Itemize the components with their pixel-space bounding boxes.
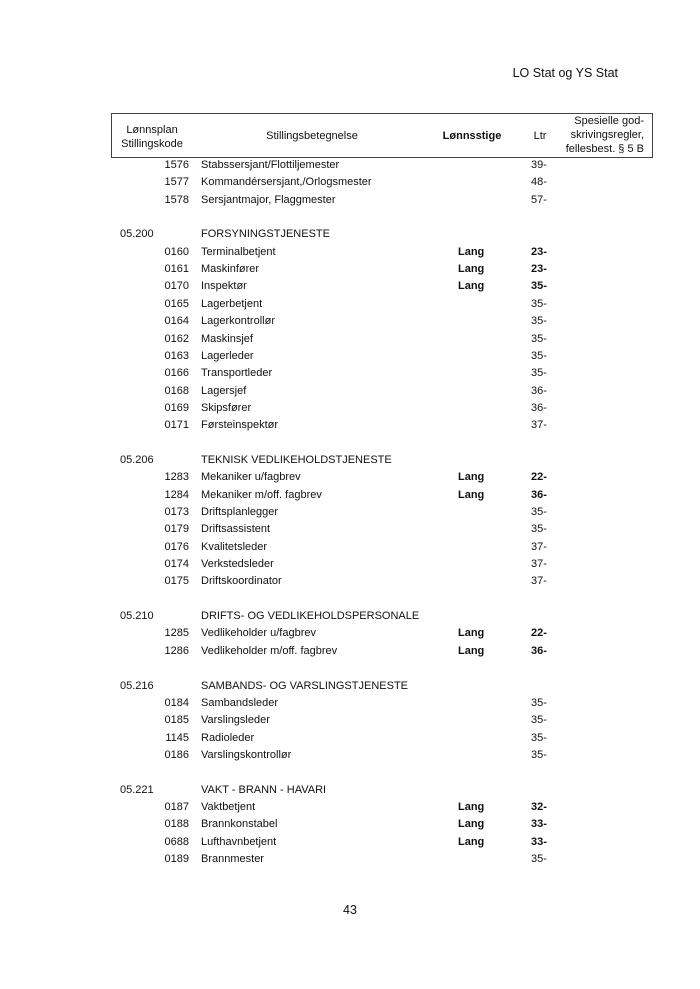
header-stillingskode-label: Stillingskode bbox=[121, 138, 183, 150]
position-code: 0189 bbox=[164, 853, 189, 865]
salary-grade: 23- bbox=[531, 245, 547, 258]
position-code: 0162 bbox=[164, 332, 189, 345]
salary-grade: 35- bbox=[531, 315, 547, 328]
section-title: TEKNISK VEDLIKEHOLDSTJENESTE bbox=[201, 453, 392, 466]
salary-ladder: Lang bbox=[458, 245, 485, 258]
table-row bbox=[0, 176, 700, 193]
section-heading bbox=[0, 784, 700, 801]
position-title: Maskinsjef bbox=[201, 332, 253, 345]
salary-grade: 35- bbox=[531, 297, 547, 310]
salary-grade: 37- bbox=[531, 575, 547, 588]
salary-ladder: Lang bbox=[458, 627, 485, 640]
table-row bbox=[0, 280, 700, 297]
table-row bbox=[0, 333, 700, 350]
position-title: Mekaniker u/fagbrev bbox=[201, 471, 301, 484]
position-title: Vaktbetjent bbox=[201, 800, 256, 813]
salary-ladder: Lang bbox=[458, 835, 485, 848]
position-title: Kvalitetsleder bbox=[201, 540, 268, 553]
section-heading bbox=[0, 610, 700, 627]
section-code: 05.216 bbox=[120, 679, 154, 692]
salary-grade: 37- bbox=[531, 419, 547, 432]
salary-grade: 36- bbox=[531, 644, 547, 657]
header-lonnsstige: Lønnsstige bbox=[442, 130, 502, 142]
section-code: 05.210 bbox=[120, 610, 154, 623]
salary-grade: 36- bbox=[531, 384, 547, 397]
position-code: 0166 bbox=[164, 367, 189, 380]
salary-ladder: Lang bbox=[458, 488, 485, 501]
table-row bbox=[0, 402, 700, 419]
table-row bbox=[0, 298, 700, 315]
section-title: DRIFTS- OG VEDLIKEHOLDSPERSONALE bbox=[201, 610, 420, 623]
position-code: 0170 bbox=[164, 280, 189, 293]
position-code: 0173 bbox=[164, 506, 189, 518]
table-row bbox=[0, 853, 700, 870]
position-title: Brannkonstabel bbox=[201, 818, 278, 831]
position-code: 0688 bbox=[164, 835, 189, 848]
salary-ladder: Lang bbox=[458, 818, 485, 831]
position-code: 0168 bbox=[164, 384, 189, 397]
salary-grade: 35- bbox=[531, 523, 547, 536]
section-title: SAMBANDS- OG VARSLINGSTJENESTE bbox=[201, 679, 409, 692]
salary-grade: 22- bbox=[531, 627, 547, 640]
header-stillingsbetegnelse: Stillingsbetegnelse bbox=[266, 130, 358, 142]
position-title: Lagerleder bbox=[201, 349, 254, 362]
salary-grade: 57- bbox=[531, 193, 547, 206]
position-title: Driftskoordinator bbox=[201, 575, 282, 588]
position-title: Driftsassistent bbox=[201, 523, 271, 536]
salary-grade: 37- bbox=[531, 540, 547, 553]
header-spesielle-line1: Spesielle god- bbox=[574, 115, 644, 127]
salary-grade: 37- bbox=[531, 558, 547, 571]
salary-grade: 33- bbox=[531, 835, 547, 848]
position-code: 0187 bbox=[164, 800, 189, 813]
position-title: Stabssersjant/Flottiljemester bbox=[201, 159, 340, 171]
salary-grade: 35- bbox=[531, 506, 547, 518]
position-code: 1145 bbox=[165, 731, 189, 744]
position-title: Verkstedsleder bbox=[201, 558, 274, 571]
header-spesielle-regler bbox=[552, 114, 644, 156]
position-title: Radioleder bbox=[201, 731, 255, 744]
table-row bbox=[0, 818, 700, 835]
salary-ladder: Lang bbox=[458, 644, 485, 657]
position-code: 0160 bbox=[164, 245, 189, 258]
table-row bbox=[0, 523, 700, 540]
position-title: Førsteinspektør bbox=[201, 419, 279, 432]
position-code: 0176 bbox=[164, 540, 189, 553]
position-title: Brannmester bbox=[201, 853, 264, 865]
position-code: 0179 bbox=[164, 523, 189, 536]
salary-grade: 35- bbox=[531, 332, 547, 345]
salary-grade: 22- bbox=[531, 471, 547, 484]
table-row bbox=[0, 419, 700, 436]
salary-ladder: Lang bbox=[458, 471, 485, 484]
salary-grade: 35- bbox=[531, 367, 547, 380]
salary-grade: 35- bbox=[531, 714, 547, 727]
table-row bbox=[0, 836, 700, 853]
section-code: 05.221 bbox=[120, 783, 154, 796]
position-code: 0165 bbox=[164, 297, 189, 310]
salary-grade: 36- bbox=[531, 401, 547, 414]
section-heading bbox=[0, 228, 700, 245]
position-title: Terminalbetjent bbox=[201, 245, 276, 258]
position-code: 0175 bbox=[164, 575, 189, 588]
table-row bbox=[0, 385, 700, 402]
page-number: 43 bbox=[343, 903, 357, 917]
position-title: Vedlikeholder u/fagbrev bbox=[201, 627, 316, 640]
position-code: 1576 bbox=[164, 159, 189, 171]
table-row bbox=[0, 506, 700, 523]
position-code: 0171 bbox=[164, 419, 189, 432]
position-title: Lagerkontrollør bbox=[201, 315, 275, 328]
position-code: 1578 bbox=[164, 193, 189, 206]
position-title: Varslingsleder bbox=[201, 714, 270, 727]
position-title: Sambandsleder bbox=[201, 696, 279, 709]
position-title: Lagersjef bbox=[201, 384, 247, 397]
section-title: VAKT - BRANN - HAVARI bbox=[201, 783, 327, 796]
table-row bbox=[0, 350, 700, 367]
position-code: 0164 bbox=[164, 315, 189, 328]
salary-ladder: Lang bbox=[458, 280, 485, 293]
salary-grade: 35- bbox=[531, 280, 547, 293]
salary-grade: 39- bbox=[531, 159, 547, 171]
header-ltr: Ltr bbox=[533, 130, 547, 142]
section-title: FORSYNINGSTJENESTE bbox=[201, 228, 330, 241]
table-row bbox=[0, 159, 700, 176]
position-code: 1577 bbox=[164, 176, 189, 189]
position-title: Varslingskontrollør bbox=[201, 748, 292, 761]
position-title: Driftsplanlegger bbox=[201, 506, 279, 518]
header-lonnsplan-stillingskode bbox=[112, 123, 192, 151]
table-row bbox=[0, 558, 700, 575]
table-row bbox=[0, 315, 700, 332]
position-code: 1285 bbox=[164, 627, 189, 640]
salary-grade: 48- bbox=[531, 176, 547, 189]
position-title: Transportleder bbox=[201, 367, 273, 380]
salary-grade: 35- bbox=[531, 696, 547, 709]
table-row bbox=[0, 575, 700, 592]
table-row bbox=[0, 246, 700, 263]
table-header bbox=[111, 113, 653, 158]
position-title: Sersjantmajor, Flaggmester bbox=[201, 193, 336, 206]
section-heading bbox=[0, 454, 700, 471]
salary-grade: 23- bbox=[531, 263, 547, 276]
position-title: Skipsfører bbox=[201, 401, 252, 414]
header-spesielle-line3: fellesbest. § 5 B bbox=[565, 143, 644, 155]
document-header: LO Stat og YS Stat bbox=[512, 66, 618, 80]
section-code: 05.206 bbox=[120, 453, 154, 466]
header-lonnsplan-label: Lønnsplan bbox=[126, 124, 178, 136]
salary-ladder: Lang bbox=[458, 800, 485, 813]
table-row bbox=[0, 697, 700, 714]
salary-grade: 36- bbox=[531, 488, 547, 501]
position-code: 0163 bbox=[164, 349, 189, 362]
position-title: Inspektør bbox=[201, 280, 247, 293]
salary-grade: 35- bbox=[531, 731, 547, 744]
table-row bbox=[0, 263, 700, 280]
position-title: Lufthavnbetjent bbox=[201, 835, 277, 848]
header-spesielle-line2: skrivingsregler, bbox=[570, 129, 644, 141]
table-row bbox=[0, 627, 700, 644]
section-code: 05.200 bbox=[120, 228, 154, 241]
table-row bbox=[0, 367, 700, 384]
position-code: 0184 bbox=[164, 696, 189, 709]
table-row bbox=[0, 801, 700, 818]
section-heading bbox=[0, 680, 700, 697]
position-code: 1283 bbox=[164, 471, 189, 484]
salary-grade: 35- bbox=[531, 349, 547, 362]
table-row bbox=[0, 194, 700, 211]
salary-grade: 32- bbox=[531, 800, 547, 813]
salary-grade: 33- bbox=[531, 818, 547, 831]
table-row bbox=[0, 732, 700, 749]
position-title: Kommandérsersjant,/Orlogsmester bbox=[201, 176, 372, 189]
table-row bbox=[0, 714, 700, 731]
position-code: 0174 bbox=[164, 558, 189, 571]
position-title: Vedlikeholder m/off. fagbrev bbox=[201, 644, 338, 657]
table-row bbox=[0, 541, 700, 558]
salary-ladder: Lang bbox=[458, 263, 485, 276]
position-code: 1284 bbox=[164, 488, 189, 501]
position-code: 0186 bbox=[164, 748, 189, 761]
table-row bbox=[0, 471, 700, 488]
position-title: Maskinfører bbox=[201, 263, 260, 276]
table-row bbox=[0, 645, 700, 662]
position-code: 0185 bbox=[164, 714, 189, 727]
position-title: Lagerbetjent bbox=[201, 297, 263, 310]
position-title: Mekaniker m/off. fagbrev bbox=[201, 488, 322, 501]
position-code: 0169 bbox=[164, 401, 189, 414]
position-code: 1286 bbox=[164, 644, 189, 657]
table-row bbox=[0, 489, 700, 506]
position-code: 0188 bbox=[164, 818, 189, 831]
position-code: 0161 bbox=[164, 263, 189, 276]
salary-grade: 35- bbox=[531, 853, 547, 865]
table-row bbox=[0, 749, 700, 766]
salary-grade: 35- bbox=[531, 748, 547, 761]
